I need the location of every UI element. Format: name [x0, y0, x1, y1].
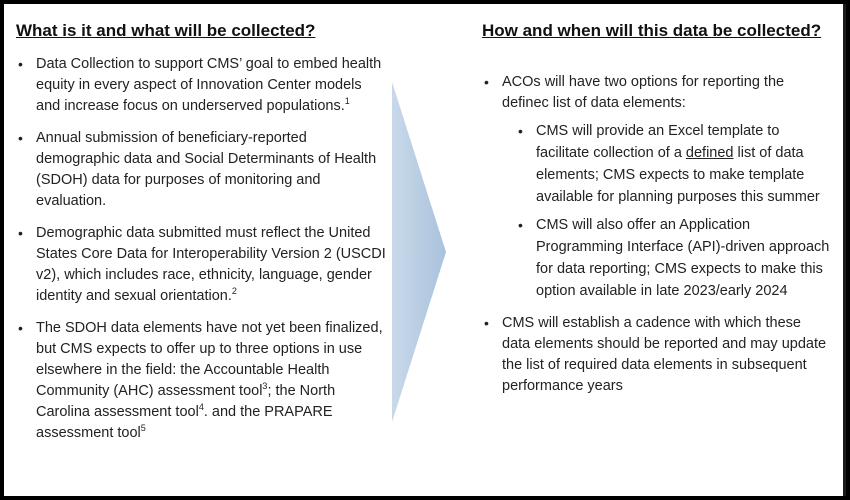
slide [4, 4, 846, 496]
footnote-marker: 5 [140, 423, 146, 434]
left-bullet-list [16, 54, 388, 455]
right-bullet-1 [482, 72, 830, 302]
chevron-arrow-icon [384, 82, 454, 422]
footnote-marker: 4 [198, 402, 204, 413]
left-bullet-4-text-a: The SDOH data elements have not yet been finalized, but CMS expects to offer up to three options in use elsewhere in the field: the Accountable Health Community (AHC) assessment tool [36, 320, 383, 399]
right-bullet-2 [482, 313, 830, 397]
sub-bullet-1-text-b: list of data elements; CMS expects to make template available for planning purposes this summer [536, 145, 820, 205]
left-bullet-3 [16, 223, 388, 307]
right-bullet-1-text: ACOs will have two options for reporting the definec list of data elements: [502, 74, 785, 111]
arrow-shape [392, 82, 446, 422]
right-sub-list [502, 120, 830, 302]
sub-bullet-2-text: CMS will also offer an Application Programming Interface (API)-driven approach for data reporting; CMS expects to make this option available in late 2023/early 2024 [536, 217, 830, 299]
left-bullet-4-text-c: . and the PRAPARE assessment tool [36, 404, 333, 441]
left-bullet-1-text: Data Collection to support CMS’ goal to embed health equity in every aspect of Innovation Center models and increase focus on underserved populations. [36, 56, 382, 114]
footnote-marker: 3 [262, 381, 268, 392]
footnote-marker: 1 [344, 96, 350, 107]
right-sub-bullet-1 [502, 120, 830, 208]
underlined-word: defined [685, 145, 734, 161]
footnote-marker: 2 [231, 286, 237, 297]
left-bullet-4 [16, 318, 388, 444]
right-sub-bullet-2 [502, 214, 830, 302]
right-bullet-2-text: CMS will establish a cadence with which these data elements should be reported and may update the list of required data elements in subsequent performance years [502, 315, 827, 394]
right-bullet-list [482, 72, 830, 408]
right-heading: How and when will this data be collected? [482, 21, 822, 40]
right-edge-border [843, 4, 846, 496]
left-bullet-1 [16, 54, 388, 117]
left-bullet-4-text-b: ; the North Carolina assessment tool [36, 383, 336, 420]
left-bullet-3-text: Demographic data submitted must reflect the United States Core Data for Interoperability Version 2 (USCDI v2), which includes race, ethnicity, language, gender identity and sexual orientation. [36, 225, 386, 304]
sub-bullet-1-text-a: CMS will provide an Excel template to facilitate collection of a [536, 123, 780, 161]
left-heading: What is it and what will be collected? [16, 21, 316, 40]
left-bullet-2-text: Annual submission of beneficiary-reported demographic data and Social Determinants of Health (SDOH) data for purposes of monitoring and evaluation. [36, 130, 377, 209]
left-bullet-2 [16, 128, 388, 212]
